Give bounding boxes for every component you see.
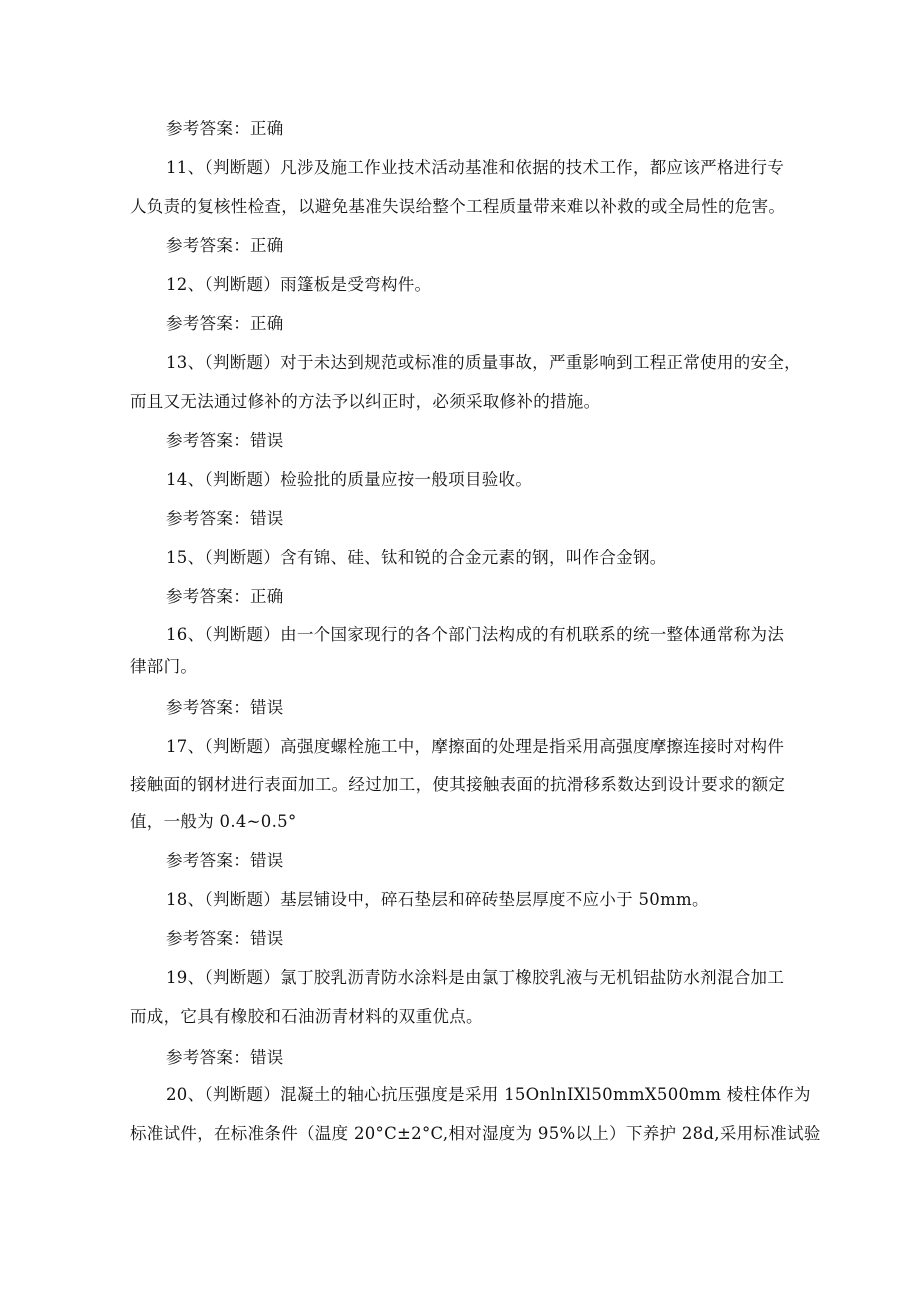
answer-line: 参考答案：正确	[166, 314, 284, 333]
answer-line: 参考答案：错误	[166, 698, 284, 717]
question-17-line-3: 值，一般为 0.4~0.5°	[130, 812, 297, 831]
question-13-line-1: 13、（判断题）对于未达到规范或标准的质量事故，严重影响到工程正常使用的安全，	[166, 353, 801, 372]
question-20-line-1: 20、（判断题）混凝土的轴心抗压强度是采用 15OnlnIXl50mmX500mm 棱柱体作为	[166, 1085, 811, 1104]
answer-line: 参考答案：错误	[166, 851, 284, 870]
question-19-line-2: 而成，它具有橡胶和石油沥青材料的双重优点。	[130, 1007, 483, 1026]
question-11-line-2: 人负责的复核性检查，以避免基准失误给整个工程质量带来难以补救的或全局性的危害。	[130, 197, 786, 216]
question-17-line-2: 接触面的钢材进行表面加工。经过加工，使其接触表面的抗滑移系数达到设计要求的额定	[130, 775, 786, 794]
question-13-line-2: 而且又无法通过修补的方法予以纠正时，必须采取修补的措施。	[130, 392, 601, 411]
answer-line: 参考答案：正确	[166, 236, 284, 255]
question-15-line-1: 15、（判断题）含有锦、硅、钛和锐的合金元素的钢，叫作合金钢。	[166, 548, 667, 567]
question-14-line-1: 14、（判断题）检验批的质量应按一般项目验收。	[166, 470, 533, 489]
answer-line: 参考答案：错误	[166, 1048, 284, 1067]
answer-line: 参考答案：错误	[166, 431, 284, 450]
answer-line: 参考答案：正确	[166, 119, 284, 138]
answer-line: 参考答案：正确	[166, 587, 284, 606]
question-19-line-1: 19、（判断题）氯丁胶乳沥青防水涂料是由氯丁橡胶乳液与无机铝盐防水剂混合加工	[166, 968, 785, 987]
question-11-line-1: 11、（判断题）凡涉及施工作业技术活动基准和依据的技术工作，都应该严格进行专	[166, 158, 785, 177]
answer-line: 参考答案：错误	[166, 509, 284, 528]
question-18-line-1: 18、（判断题）基层铺设中，碎石垫层和碎砖垫层厚度不应小于 50mm。	[166, 890, 709, 909]
question-17-line-1: 17、（判断题）高强度螺栓施工中，摩擦面的处理是指采用高强度摩擦连接时对构件	[166, 737, 785, 756]
question-12-line-1: 12、（判断题）雨篷板是受弯构件。	[166, 275, 432, 294]
question-20-line-2: 标准试件，在标准条件（温度 20°C±2°C,相对湿度为 95%以上）下养护 28d,采用标准试验	[130, 1124, 821, 1143]
question-16-line-2: 律部门。	[130, 657, 198, 676]
question-16-line-1: 16、（判断题）由一个国家现行的各个部门法构成的有机联系的统一整体通常称为法	[166, 625, 785, 644]
answer-line: 参考答案：错误	[166, 929, 284, 948]
